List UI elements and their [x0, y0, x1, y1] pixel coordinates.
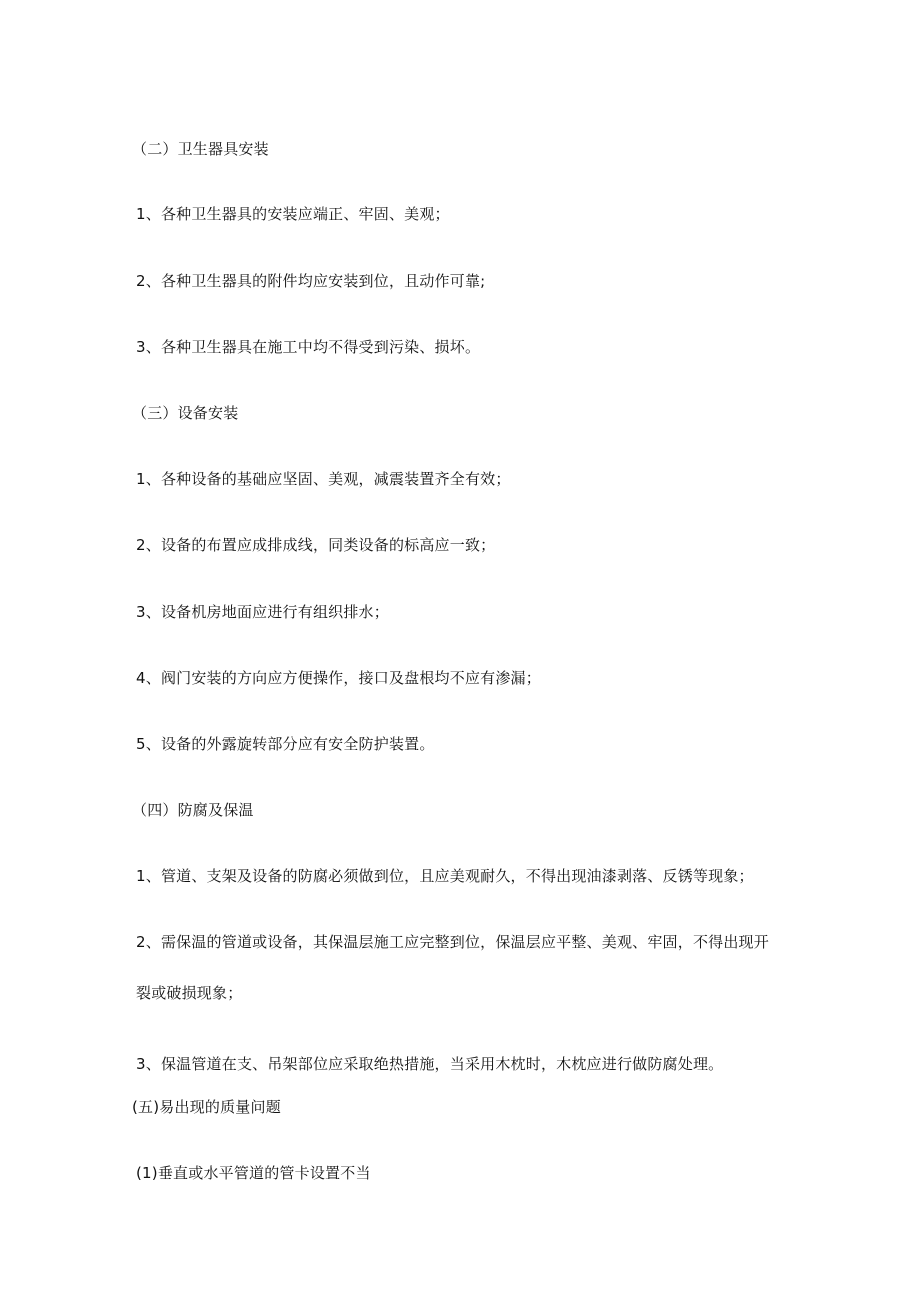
paragraph-sanitary-item-1: 1、各种卫生器具的安装应端正、牢固、美观； — [136, 205, 450, 223]
paragraph-equipment-item-2: 2、设备的布置应成排成线，同类设备的标高应一致； — [136, 536, 496, 554]
section-heading-anticorrosion-insulation: （四）防腐及保温 — [132, 801, 254, 819]
paragraph-quality-item-1: (1)垂直或水平管道的管卡设置不当 — [136, 1164, 371, 1182]
paragraph-sanitary-item-3: 3、各种卫生器具在施工中均不得受到污染、损坏。 — [136, 338, 481, 356]
paragraph-equipment-item-4: 4、阀门安装的方向应方便操作，接口及盘根均不应有渗漏； — [136, 669, 541, 687]
paragraph-sanitary-item-2: 2、各种卫生器具的附件均应安装到位，且动作可靠; — [136, 272, 486, 290]
paragraph-equipment-item-3: 3、设备机房地面应进行有组织排水； — [136, 603, 389, 621]
paragraph-equipment-item-1: 1、各种设备的基础应坚固、美观，减震装置齐全有效； — [136, 470, 511, 488]
paragraph-anticorrosion-item-3: 3、保温管道在支、吊架部位应采取绝热措施，当采用木枕时，木枕应进行做防腐处理。 — [136, 1055, 724, 1073]
paragraph-equipment-item-5: 5、设备的外露旋转部分应有安全防护装置。 — [136, 735, 435, 753]
paragraph-anticorrosion-item-2-line-2: 裂或破损现象； — [136, 984, 243, 1002]
section-heading-quality-problems: (五)易出现的质量问题 — [132, 1098, 281, 1116]
paragraph-anticorrosion-item-2-line-1: 2、需保温的管道或设备，其保温层施工应完整到位，保温层应平整、美观、牢固，不得出现开 — [136, 933, 769, 951]
paragraph-anticorrosion-item-1: 1、管道、支架及设备的防腐必须做到位，且应美观耐久，不得出现油漆剥落、反锈等现象； — [136, 867, 754, 885]
section-heading-sanitary-fixtures: （二）卫生器具安装 — [132, 140, 269, 158]
section-heading-equipment-installation: （三）设备安装 — [132, 404, 239, 422]
